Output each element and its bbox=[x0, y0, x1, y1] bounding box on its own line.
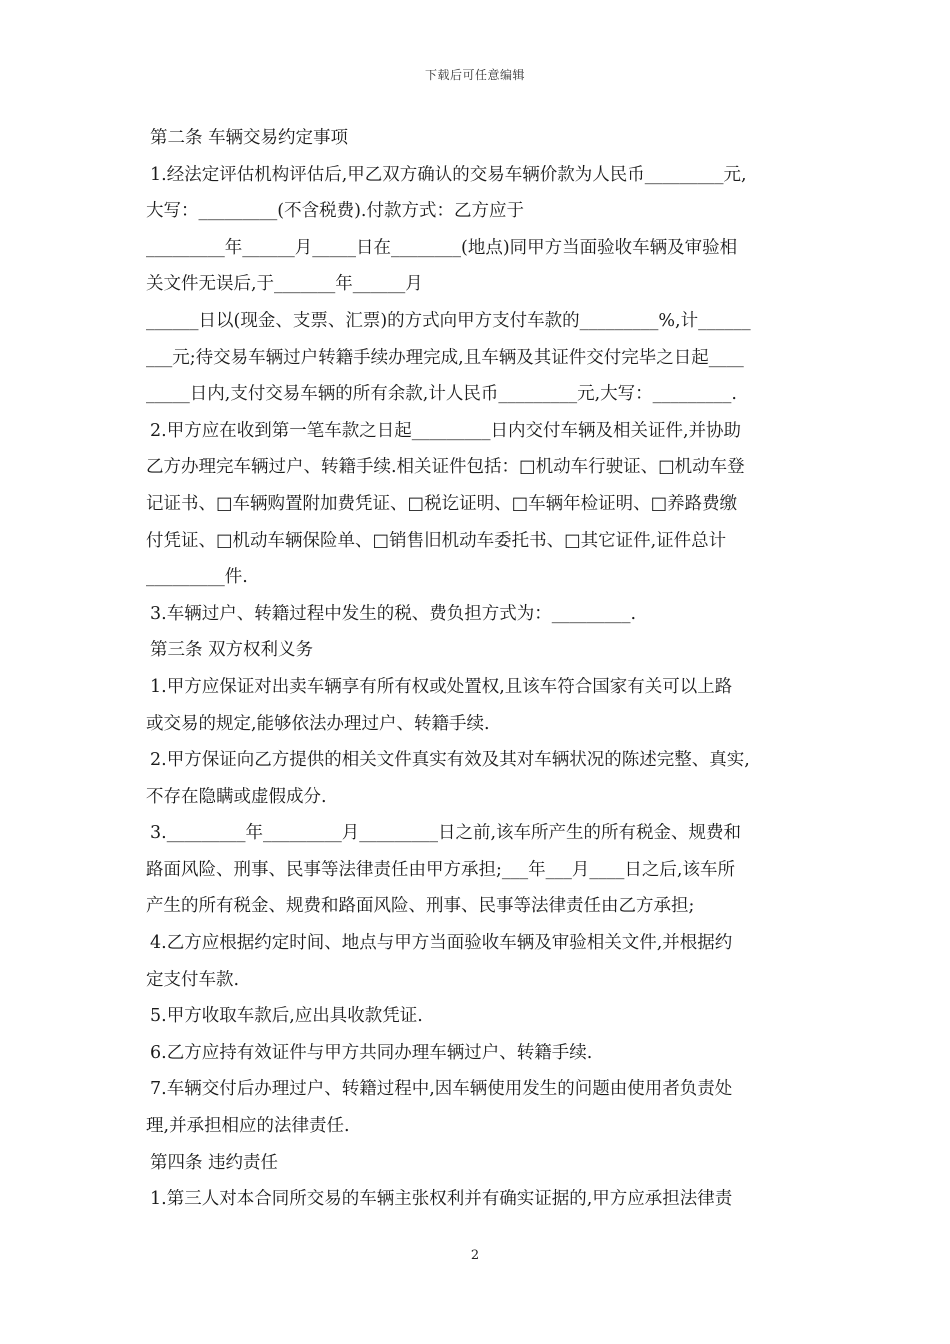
paragraph-line: 或交易的规定,能够依法办理过户、转籍手续. bbox=[146, 713, 490, 734]
section-heading: 第四条 违约责任 bbox=[150, 1152, 279, 1173]
paragraph-line: _________年______月_____日在________(地点)同甲方当面验收车辆及审验相 bbox=[146, 237, 738, 258]
paragraph-line: 定支付车款. bbox=[146, 969, 240, 990]
paragraph-line: 付凭证、□机动车辆保险单、□销售旧机动车委托书、□其它证件,证件总计 bbox=[146, 530, 727, 551]
paragraph-line: 不存在隐瞒或虚假成分. bbox=[146, 786, 327, 807]
paragraph-line: 乙方办理完车辆过户、转籍手续.相关证件包括：□机动车行驶证、□机动车登 bbox=[146, 457, 745, 478]
section-heading: 第三条 双方权利义务 bbox=[150, 640, 314, 661]
paragraph-line: 3.车辆过户、转籍过程中发生的税、费负担方式为：_________. bbox=[150, 603, 637, 624]
paragraph-line: 2.甲方应在收到第一笔车款之日起_________日内交付车辆及相关证件,并协助 bbox=[150, 420, 742, 441]
paragraph-line: 2.甲方保证向乙方提供的相关文件真实有效及其对车辆状况的陈述完整、真实, bbox=[150, 750, 750, 771]
paragraph-line: 记证书、□车辆购置附加费凭证、□税讫证明、□车辆年检证明、□养路费缴 bbox=[146, 493, 738, 514]
paragraph-line: 路面风险、刑事、民事等法律责任由甲方承担;___年___月____日之后,该车所 bbox=[146, 859, 735, 880]
paragraph-line: 4.乙方应根据约定时间、地点与甲方当面验收车辆及审验相关文件,并根据约 bbox=[150, 933, 733, 954]
paragraph-line: _________件. bbox=[146, 567, 248, 588]
paragraph-line: 关文件无误后,于_______年______月 bbox=[146, 274, 423, 295]
paragraph-line: ______日以(现金、支票、汇票)的方式向甲方支付车款的_________%,计______ bbox=[146, 310, 751, 331]
page-header: 下载后可任意编辑 bbox=[424, 68, 525, 82]
section-heading: 第二条 车辆交易约定事项 bbox=[150, 128, 349, 148]
contract-body bbox=[146, 120, 812, 1218]
paragraph-line: 7.车辆交付后办理过户、转籍过程中,因车辆使用发生的问题由使用者负责处 bbox=[150, 1079, 733, 1100]
paragraph-line: 大写：_________(不含税费).付款方式：乙方应于 bbox=[146, 201, 524, 222]
paragraph-line: 1.第三人对本合同所交易的车辆主张权利并有确实证据的,甲方应承担法律责 bbox=[150, 1189, 733, 1210]
paragraph-line: 1.甲方应保证对出卖车辆享有所有权或处置权,且该车符合国家有关可以上路 bbox=[150, 676, 733, 697]
paragraph-line: ___元;待交易车辆过户转籍手续办理完成,且车辆及其证件交付完毕之日起____ bbox=[146, 347, 744, 368]
paragraph-line: 1.经法定评估机构评估后,甲乙双方确认的交易车辆价款为人民币_________元, bbox=[150, 164, 747, 185]
paragraph-line: 5.甲方收取车款后,应出具收款凭证. bbox=[150, 1006, 423, 1027]
paragraph-line: 3._________年_________月_________日之前,该车所产生的所有税金、规费和 bbox=[150, 823, 742, 844]
page-number: 2 bbox=[470, 1248, 480, 1263]
paragraph-line: _____日内,支付交易车辆的所有余款,计人民币_________元,大写：_________. bbox=[146, 384, 737, 405]
paragraph-line: 6.乙方应持有效证件与甲方共同办理车辆过户、转籍手续. bbox=[150, 1042, 593, 1063]
paragraph-line: 理,并承担相应的法律责任. bbox=[146, 1116, 350, 1137]
paragraph-line: 产生的所有税金、规费和路面风险、刑事、民事等法律责任由乙方承担; bbox=[146, 896, 695, 917]
